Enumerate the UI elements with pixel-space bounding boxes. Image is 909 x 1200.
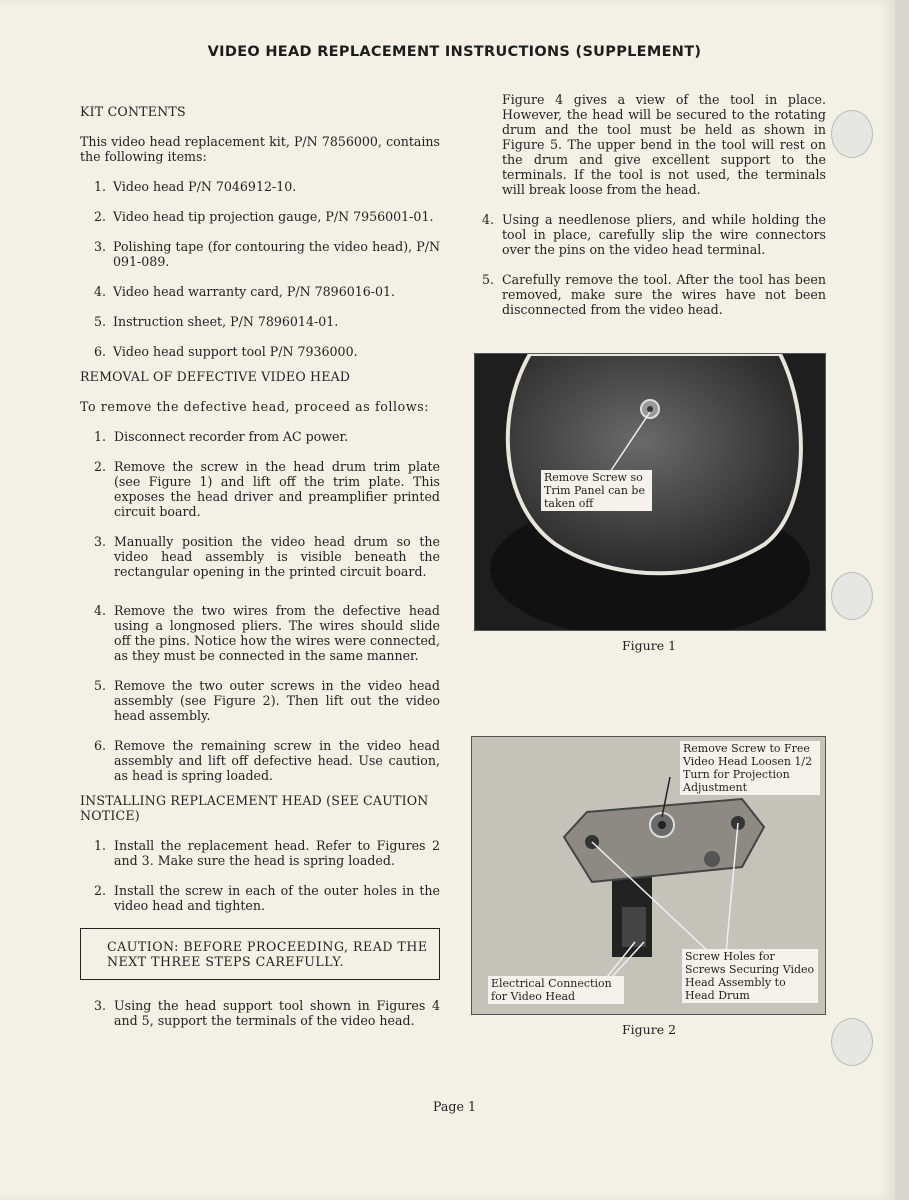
removal-intro: To remove the defective head, proceed as follows:	[80, 399, 430, 414]
kit-intro: This video head replacement kit, P/N 7856000, contains the following items:	[80, 134, 440, 164]
right-column	[482, 92, 826, 332]
page-number: Page 1	[433, 1099, 476, 1114]
list-item: 4. Video head warranty card, P/N 7896016-01.	[94, 284, 396, 299]
installing-heading: INSTALLING REPLACEMENT HEAD (SEE CAUTION NOTICE)	[80, 793, 429, 823]
list-item: 4. Remove the two wires from the defective head using a longnosed pliers. The wires should slide off the pins. Notice how the wires were connected, as they must be connected in the same manner.	[94, 603, 440, 663]
removal-steps-list	[80, 429, 440, 783]
punch-hole	[831, 110, 873, 158]
list-item: 4. Using a needlenose pliers, and while holding the tool in place, carefully slip the wire connectors over the pins on the video head terminal.	[482, 212, 826, 257]
page-edge	[895, 0, 909, 1200]
list-item: 2. Video head tip projection gauge, P/N 7956001-01.	[94, 209, 434, 224]
figure-2-photo	[471, 736, 826, 1015]
list-item: 5. Carefully remove the tool. After the tool has been removed, make sure the wires have not been disconnected from the video head.	[482, 272, 826, 317]
list-item: 3. Using the head support tool shown in Figures 4 and 5, support the terminals of the video head.	[94, 998, 440, 1028]
figure-2-callout-top: Remove Screw to Free Video Head Loosen 1/2 Turn for Projection Adjustment	[680, 741, 820, 795]
list-item: 2. Install the screw in each of the outer holes in the video head and tighten.	[94, 883, 440, 913]
list-item: 6. Video head support tool P/N 7936000.	[94, 344, 358, 359]
kit-items-list	[80, 179, 440, 359]
list-item: 1. Video head P/N 7046912-10.	[94, 179, 297, 194]
list-item: 1. Install the replacement head. Refer to Figures 2 and 3. Make sure the head is spring loaded.	[94, 838, 440, 868]
list-item: 5. Instruction sheet, P/N 7896014-01.	[94, 314, 339, 329]
document-title: VIDEO HEAD REPLACEMENT INSTRUCTIONS (SUPPLEMENT)	[207, 44, 702, 60]
right-steps-list	[482, 212, 826, 317]
list-item: 6. Remove the remaining screw in the video head assembly and lift off defective head. Use caution, as head is spring loaded.	[94, 738, 440, 783]
punch-hole	[831, 1018, 873, 1066]
list-item: 5. Remove the two outer screws in the video head assembly (see Figure 2). Then lift out the video head assembly.	[94, 678, 440, 723]
figure-2-caption: Figure 2	[622, 1022, 677, 1037]
removal-heading: REMOVAL OF DEFECTIVE VIDEO HEAD	[80, 369, 351, 384]
figure-2-callout-right: Screw Holes for Screws Securing Video Head Assembly to Head Drum	[682, 949, 818, 1003]
kit-contents-heading: KIT CONTENTS	[80, 104, 186, 119]
list-item: 1. Disconnect recorder from AC power.	[94, 429, 349, 444]
list-item: 2. Remove the screw in the head drum trim plate (see Figure 1) and lift off the trim plate. This exposes the head driver and preamplifier printed circuit board.	[94, 459, 440, 519]
list-item: 3. Polishing tape (for contouring the video head), P/N 091-089.	[94, 239, 440, 269]
installing-steps-continued	[80, 998, 440, 1028]
list-item: 3. Manually position the video head drum so the video head assembly is visible beneath the rectangular opening in the printed circuit board.	[94, 534, 440, 579]
figure-1-photo	[474, 353, 826, 631]
caution-box: CAUTION: BEFORE PROCEEDING, READ THE NEXT THREE STEPS CAREFULLY.	[80, 928, 440, 980]
installing-steps-list	[80, 838, 440, 913]
punch-hole	[831, 572, 873, 620]
continuation-paragraph: Figure 4 gives a view of the tool in place. However, the head will be secured to the rotating drum and the tool must be held as shown in Figure 5. The upper bend in the tool will rest on the drum and give excellent support to the terminals. If the tool is not used, the terminals will break loose from the head.	[502, 92, 826, 197]
figure-1-caption: Figure 1	[622, 638, 677, 653]
figure-1-callout: Remove Screw so Trim Panel can be taken off	[541, 470, 652, 511]
figure-2-callout-left: Electrical Connection for Video Head	[488, 976, 624, 1004]
left-column	[80, 104, 440, 1043]
